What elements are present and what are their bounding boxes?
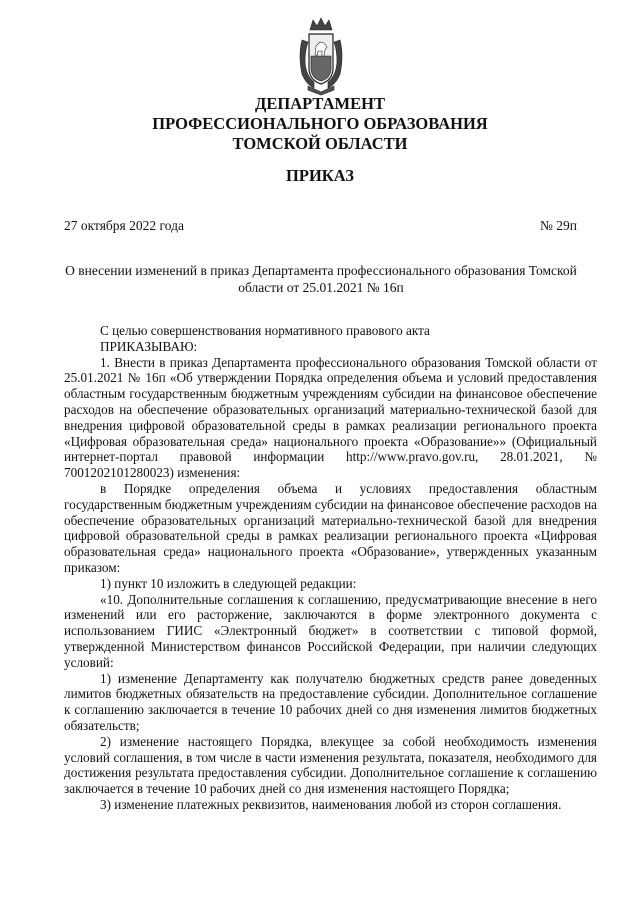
body-paragraph: 2) изменение настоящего Порядка, влекущее за собой необходимость изменения условий соглашения, в том числе в части изменения результата, показателя, необходимого для достижения результата предоставления субсидии. Дополнительное соглашение к соглашению заключается в течение 10 рабочих дней со дня изменения настоящего Порядка; (64, 733, 597, 797)
body-paragraph: 1) пункт 10 изложить в следующей редакции: (100, 575, 357, 591)
body-paragraph: «10. Дополнительные соглашения к соглашению, предусматривающие внесение в него изменений или его расторжение, заключаются в форме электронного документа с использованием ГИИС «Электронный бюджет» в соответствии с типовой формой, утвержденной Министерством финансов Российской Федерации, при наличии следующих условий: (64, 591, 597, 670)
body-paragraph: ПРИКАЗЫВАЮ: (100, 338, 198, 354)
order-date: 27 октября 2022 года (64, 218, 184, 233)
document-type-title: ПРИКАЗ (286, 166, 354, 185)
department-name-line-3: ТОМСКОЙ ОБЛАСТИ (232, 134, 408, 153)
department-name-line-1: ДЕПАРТАМЕНТ (255, 94, 385, 113)
body-paragraph: С целью совершенствования нормативного правового акта (100, 323, 430, 338)
body-paragraph: в Порядке определения объема и условиях предоставления областным государственным бюджетным учреждениям субсидии на финансовое обеспечение расходов на обеспечение образовательных организаций материально-технической базой для внедрения цифровой образовательной среды в рамках реализации регионального проекта «Цифровая образовательная среда» национального проекта «Образование», утвержденных указанным приказом: (64, 480, 597, 575)
body-paragraph: 3) изменение платежных реквизитов, наименования любой из сторон соглашения. (100, 796, 562, 812)
coat-of-arms-icon (296, 16, 346, 96)
order-number: № 29п (540, 218, 577, 233)
department-name-line-2: ПРОФЕССИОНАЛЬНОГО ОБРАЗОВАНИЯ (152, 114, 488, 133)
body-paragraph: 1) изменение Департаменту как получателю бюджетных средств ранее доведенных лимитов бюджетных обязательств на предоставление субсидии. Дополнительное соглашение к соглашению заключается в течение 10 рабочих дней со дня изменения лимитов бюджетных обязательств; (64, 670, 597, 733)
order-subject: О внесении изменений в приказ Департамента профессионального образования Томской области от 25.01.2021 № 16п (65, 263, 577, 295)
order-body (64, 323, 597, 813)
department-name (0, 94, 640, 154)
body-paragraph: 1. Внести в приказ Департамента профессионального образования Томской области от 25.01.2021 № 16п «Об утверждении Порядка определения объема и условий предоставления областным государственным бюджетным учреждениям субсидии на финансовое обеспечение расходов на обеспечение образовательных организаций материально-технической базой для внедрения цифровой образовательной среды в рамках реализации регионального проекта «Цифровая образовательная среда» национального проекта «Образование»» (Официальный интернет-портал правовой информации http://www.pravo.gov.ru, 28.01.2021, № 7001202101280023) изменения: (64, 354, 597, 481)
